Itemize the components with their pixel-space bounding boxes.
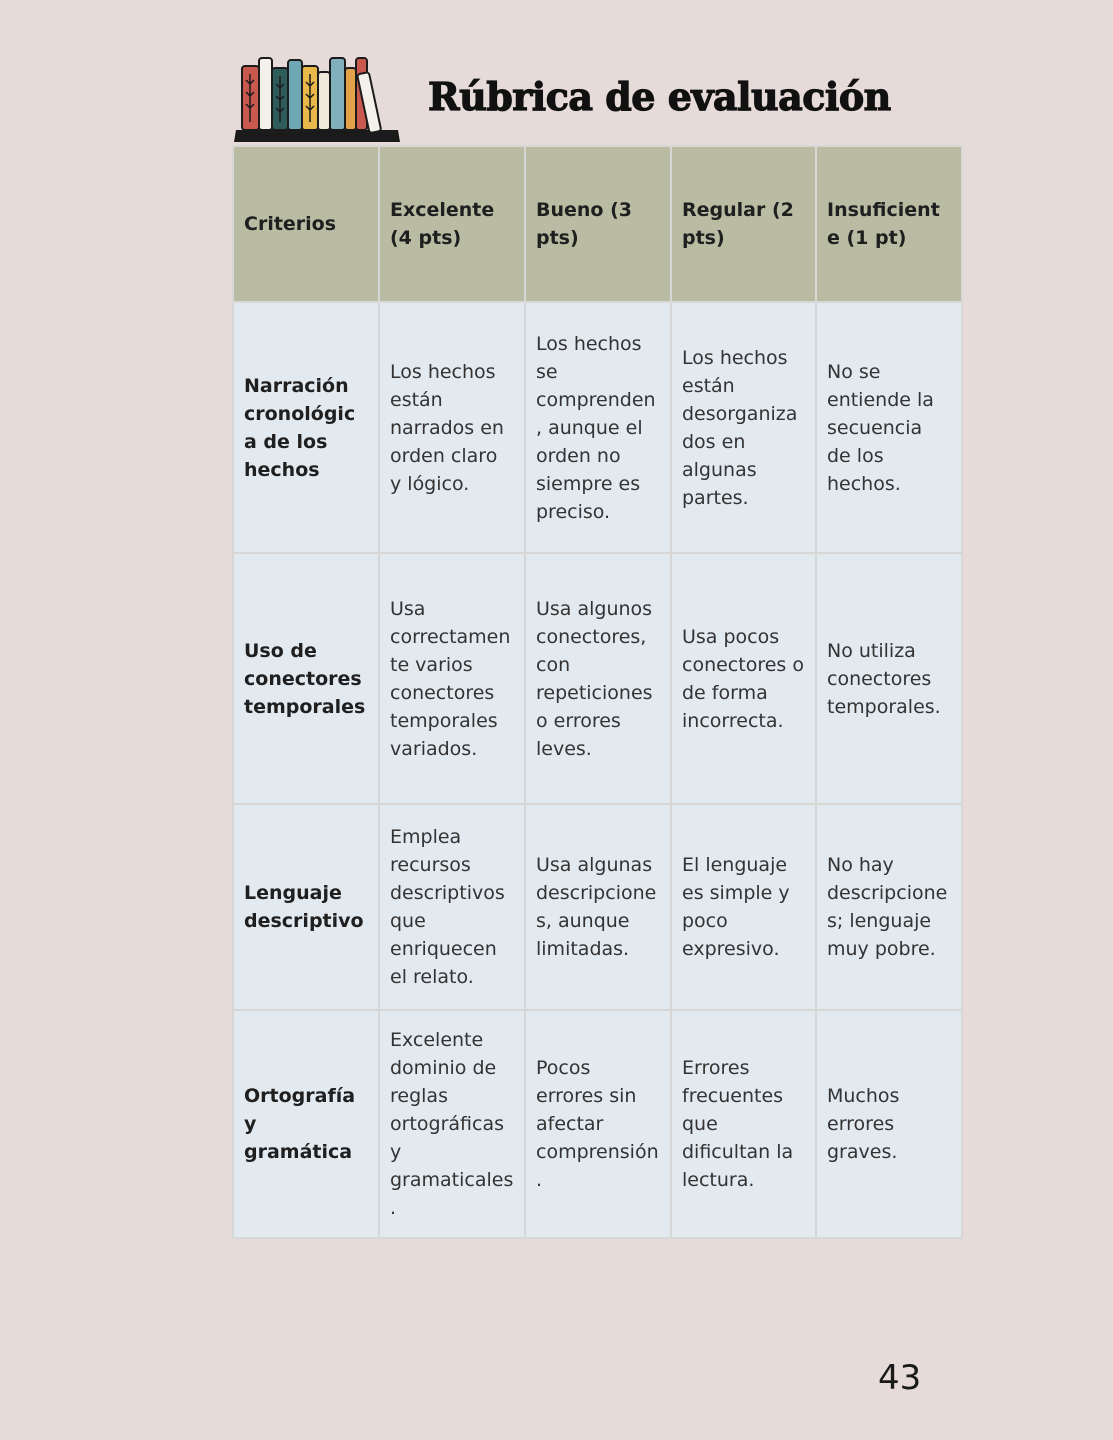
bookshelf-icon (232, 52, 402, 146)
page-number: 43 (878, 1358, 922, 1398)
table-cell: El lenguaje es simple y poco expresivo. (671, 804, 816, 1010)
table-cell: Errores frecuentes que dificultan la lectura. (671, 1010, 816, 1238)
table-row (233, 553, 962, 804)
table-cell: Excelente dominio de reglas ortográficas y gramaticales. (379, 1010, 525, 1238)
page-header (232, 52, 962, 146)
table-cell: Usa algunos conectores, con repeticiones o errores leves. (525, 553, 671, 804)
table-cell: No utiliza conectores temporales. (816, 553, 962, 804)
column-header-bueno: Bueno (3 pts) (525, 146, 671, 302)
criterion-cell: Ortografía y gramática (233, 1010, 379, 1238)
criterion-cell: Narración cronológica de los hechos (233, 302, 379, 553)
table-cell: Pocos errores sin afectar comprensión . (525, 1010, 671, 1238)
criterion-cell: Lenguaje descriptivo (233, 804, 379, 1010)
table-cell: Los hechos están desorganizados en algunas partes. (671, 302, 816, 553)
table-cell: Los hechos están narrados en orden claro y lógico. (379, 302, 525, 553)
rubric-table (232, 145, 963, 1239)
table-cell: Usa pocos conectores o de forma incorrecta. (671, 553, 816, 804)
table-cell: No hay descripciones; lenguaje muy pobre. (816, 804, 962, 1010)
table-row (233, 804, 962, 1010)
column-header-excelente: Excelente (4 pts) (379, 146, 525, 302)
table-header-row (233, 146, 962, 302)
table-cell: Usa algunas descripciones, aunque limitadas. (525, 804, 671, 1010)
column-header-criterios: Criterios (233, 146, 379, 302)
table-row (233, 302, 962, 553)
criterion-cell: Uso de conectores temporales (233, 553, 379, 804)
column-header-insuficiente: Insuficiente (1 pt) (816, 146, 962, 302)
table-cell: Emplea recursos descriptivos que enriquecen el relato. (379, 804, 525, 1010)
page-title: Rúbrica de evaluación (428, 74, 891, 119)
table-row (233, 1010, 962, 1238)
table-cell: Muchos errores graves. (816, 1010, 962, 1238)
column-header-regular: Regular (2 pts) (671, 146, 816, 302)
table-cell: Usa correctamente varios conectores temporales variados. (379, 553, 525, 804)
table-cell: Los hechos se comprenden , aunque el orden no siempre es preciso. (525, 302, 671, 553)
table-cell: No se entiende la secuencia de los hechos. (816, 302, 962, 553)
